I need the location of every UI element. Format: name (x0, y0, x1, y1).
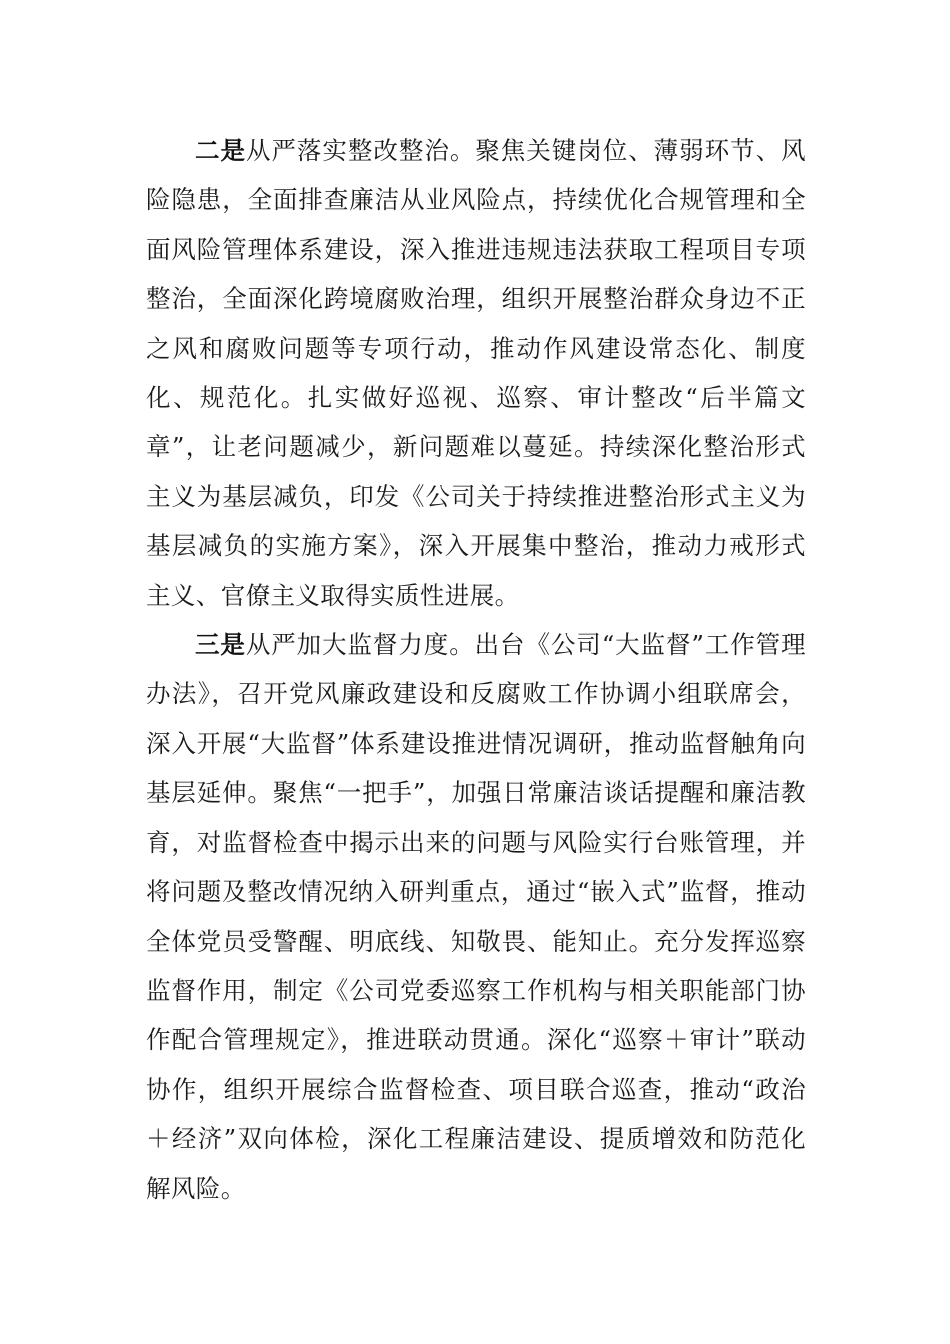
paragraph-lead: 二是 (195, 136, 246, 165)
paragraph-text: 从严加大监督力度。出台《公司“大监督”工作管理办法》，召开党风廉政建设和反腐败工作协调小组联席会，深入开展“大监督”体系建设推进情况调研，推动监督触角向基层延伸。聚焦“一把手”，加强日常廉洁谈话提醒和廉洁教育，对监督检查中揭示出来的问题与风险实行台账管理，并将问题及整改情况纳入研判重点，通过“嵌入式”监督，推动全体党员受警醒、明底线、知敬畏、能知止。充分发挥巡察监督作用，制定《公司党委巡察工作机构与相关职能部门协作配合管理规定》，推进联动贯通。深化“巡察＋审计”联动协作，组织开展综合监督检查、项目联合巡查，推动“政治＋经济”双向体检，深化工程廉洁建设、提质增效和防范化解风险。 (146, 630, 806, 1203)
paragraph-three (146, 620, 806, 1213)
paragraph-two (146, 126, 806, 620)
document-body (146, 126, 806, 1213)
paragraph-lead: 三是 (195, 630, 246, 660)
paragraph-text: 从严落实整改整治。聚焦关键岗位、薄弱环节、风险隐患，全面排查廉洁从业风险点，持续优化合规管理和全面风险管理体系建设，深入推进违规违法获取工程项目专项整治，全面深化跨境腐败治理，组织开展整治群众身边不正之风和腐败问题等专项行动，推动作风建设常态化、制度化、规范化。扎实做好巡视、巡察、审计整改“后半篇文章”，让老问题减少，新问题难以蔓延。持续深化整治形式主义为基层减负，印发《公司关于持续推进整治形式主义为基层减负的实施方案》，深入开展集中整治，推动力戒形式主义、官僚主义取得实质性进展。 (146, 136, 806, 610)
